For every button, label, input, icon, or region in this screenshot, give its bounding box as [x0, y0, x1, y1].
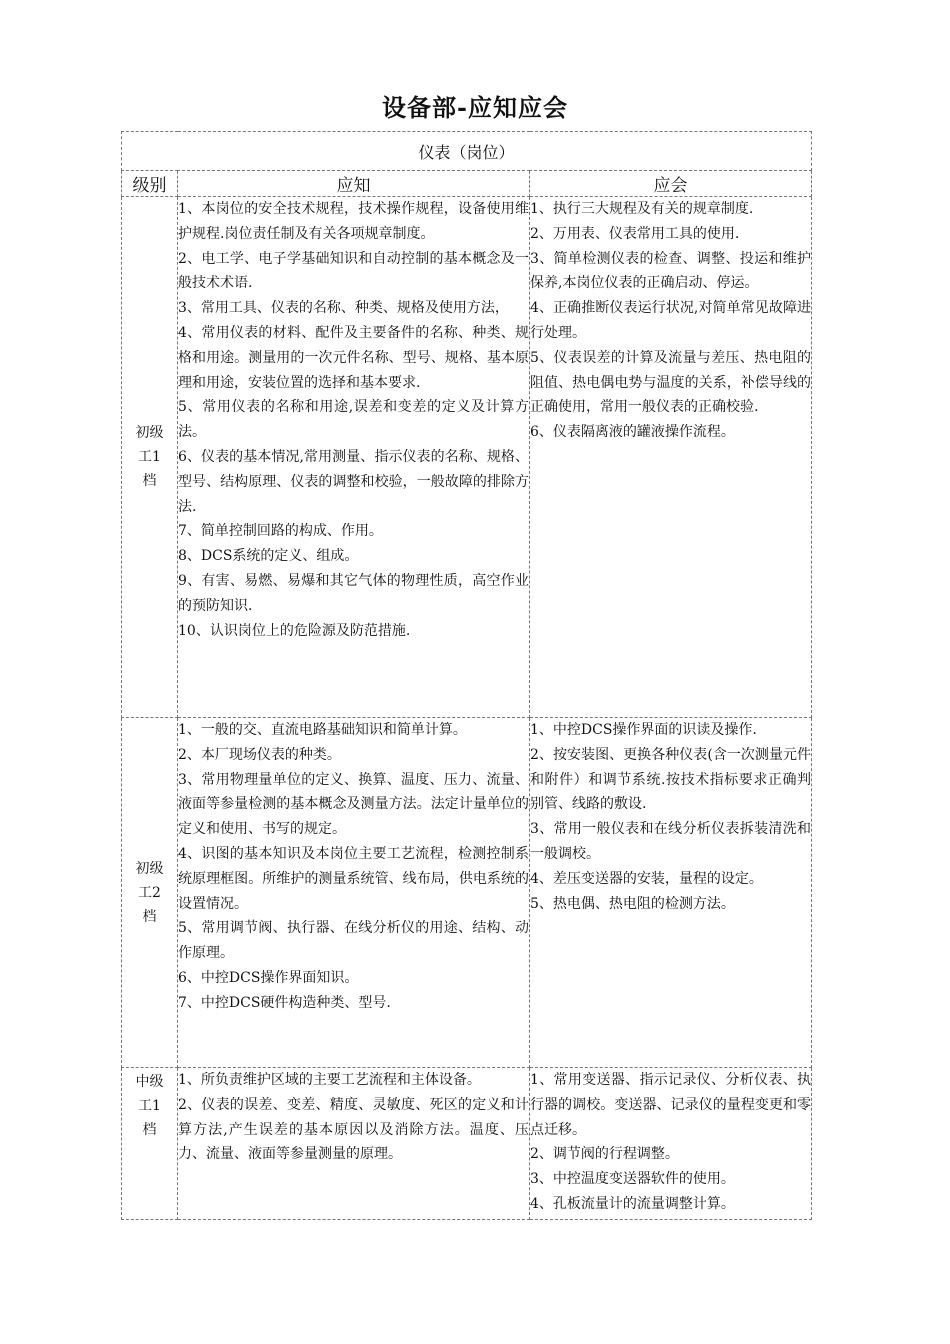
know-item: 6、仪表的基本情况,常用测量、指示仪表的名称、规格、型号、结构原理、仪表的调整和校验，一般故障的排除方法. — [178, 448, 529, 515]
know-item: 7、中控DCS硬件构造种类、型号. — [178, 994, 391, 1011]
table-row — [122, 197, 812, 718]
level-label: 初级 工1 档 — [135, 425, 164, 489]
section-title: 仪表（岗位） — [122, 132, 812, 171]
know-item: 1、所负责维护区域的主要工艺流程和主体设备。 — [178, 1072, 481, 1088]
know-item: 10、认识岗位上的危险源及防范措施. — [178, 622, 411, 639]
do-item: 5、仪表误差的计算及流量与差压、热电阻的阻值、热电偶电势与温度的关系，补偿导线的正确使用，常用一般仪表的正确校验. — [530, 349, 812, 416]
header-do: 应会 — [530, 171, 812, 197]
header-level: 级别 — [122, 171, 178, 197]
know-item: 5、常用仪表的名称和用途,误差和变差的定义及计算方法。 — [178, 399, 529, 441]
do-item: 4、差压变送器的安装，量程的设定。 — [530, 870, 763, 887]
section-header-row — [122, 132, 812, 171]
level-label: 中级 工1 档 — [135, 1074, 164, 1138]
do-item: 3、中控温度变送器软件的使用。 — [530, 1171, 735, 1188]
level-cell — [122, 197, 178, 718]
do-item: 4、孔板流量计的流量调整计算。 — [530, 1195, 735, 1212]
do-cell — [530, 197, 812, 718]
know-item: 4、识图的基本知识及本岗位主要工艺流程，检测控制系统原理框图。所维护的测量系统管、线布局，供电系统的设置情况。 — [178, 845, 529, 912]
do-item: 2、按安装图、更换各种仪表(含一次测量元件和附件）和调节系统.按技术指标要求正确判别管、线路的敷设. — [530, 746, 812, 813]
do-cell — [530, 718, 812, 1068]
know-item: 8、DCS系统的定义、组成。 — [178, 548, 359, 565]
know-cell — [178, 718, 530, 1068]
table-row — [122, 718, 812, 1068]
do-item: 1、中控DCS操作界面的识读及操作. — [530, 722, 757, 738]
do-item: 5、热电偶、热电阻的检测方法。 — [530, 895, 735, 912]
do-item: 1、执行三大规程及有关的规章制度. — [530, 201, 754, 217]
know-item: 9、有害、易燃、易爆和其它气体的物理性质，高空作业的预防知识. — [178, 572, 529, 614]
table-row — [122, 1068, 812, 1220]
level-cell — [122, 718, 178, 1068]
know-item: 5、常用调节阀、执行器、在线分析仪的用途、结构、动作原理。 — [178, 920, 529, 962]
know-cell — [178, 197, 530, 718]
level-cell — [122, 1068, 178, 1220]
know-item: 3、常用物理量单位的定义、换算、温度、压力、流量、液面等参量检测的基本概念及测量方法。法定计量单位的定义和使用、书写的规定。 — [178, 771, 529, 838]
requirements-table — [121, 131, 812, 1220]
know-item: 1、一般的交、直流电路基础知识和简单计算。 — [178, 722, 467, 738]
know-item: 4、常用仪表的材料、配件及主要备件的名称、种类、规格和用途。测量用的一次元件名称、型号、规格、基本原理和用途，安装位置的选择和基本要求. — [178, 324, 529, 391]
know-item: 6、中控DCS操作界面知识。 — [178, 969, 359, 986]
do-item: 3、简单检测仪表的检查、调整、投运和维护保养,本岗位仪表的正确启动、停运。 — [530, 250, 812, 292]
know-item: 7、简单控制回路的构成、作用。 — [178, 523, 383, 540]
do-cell — [530, 1068, 812, 1220]
know-item: 3、常用工具、仪表的名称、种类、规格及使用方法， — [178, 300, 509, 317]
know-item: 2、仪表的误差、变差、精度、灵敏度、死区的定义和计算方法,产生误差的基本原因以及消除方法。温度、压力、流量、液面等参量测量的原理。 — [178, 1096, 529, 1163]
do-item: 6、仪表隔离液的罐液操作流程。 — [530, 424, 735, 441]
know-cell — [178, 1068, 530, 1220]
do-item: 1、常用变送器、指示记录仪、分析仪表、执行器的调校。变送器、记录仪的量程变更和零点迁移。 — [530, 1072, 812, 1138]
know-item: 2、电工学、电子学基础知识和自动控制的基本概念及一般技术术语. — [178, 250, 529, 292]
do-item: 2、万用表、仪表常用工具的使用. — [530, 225, 740, 242]
do-item: 3、常用一般仪表和在线分析仪表拆装清洗和一般调校。 — [530, 821, 812, 862]
page-title: 设备部-应知应会 — [382, 93, 568, 122]
know-item: 1、本岗位的安全技术规程，技术操作规程，设备使用维护规程.岗位责任制及有关各项规章制度。 — [178, 201, 529, 242]
column-header-row — [122, 171, 812, 197]
do-item: 2、调节阀的行程调整。 — [530, 1146, 679, 1163]
header-know: 应知 — [178, 171, 530, 197]
level-label: 初级 工2 档 — [135, 860, 164, 925]
do-item: 4、正确推断仪表运行状况,对简单常见故障进行处理。 — [530, 300, 812, 341]
know-item: 2、本厂现场仪表的种类。 — [178, 746, 341, 763]
